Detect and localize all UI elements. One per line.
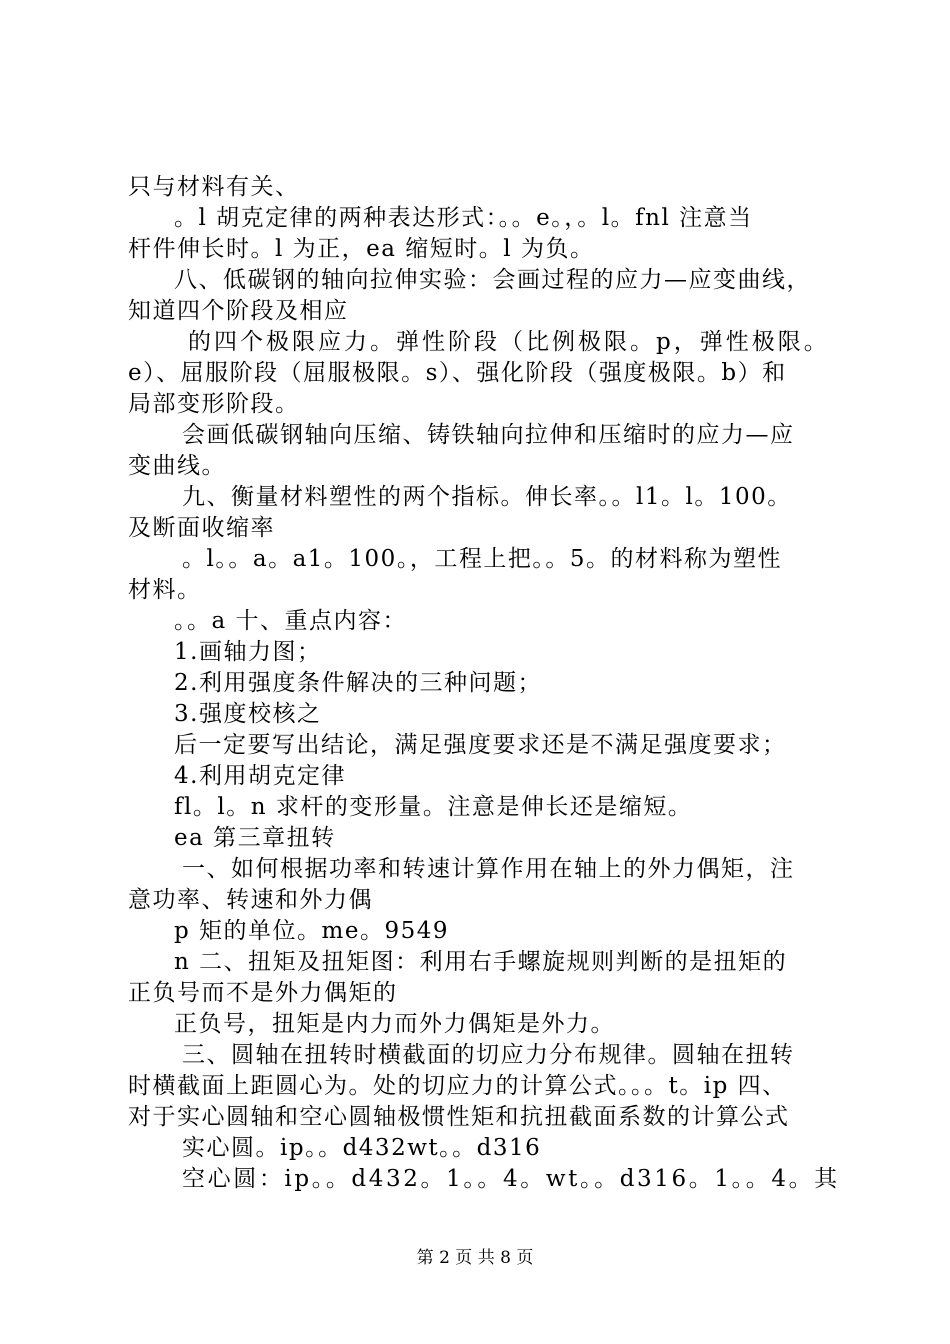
text-line: e）、屈服阶段（屈服极限。s）、强化阶段（强度极限。b）和 — [128, 360, 787, 386]
text-line: 对于实心圆轴和空心圆轴极惯性矩和抗扭截面系数的计算公式 — [128, 1104, 790, 1130]
text-line: 实心圆。ip。。d432wt。。d316 — [182, 1135, 542, 1161]
text-line: 的四个极限应力。弹性阶段（比例极限。p，弹性极限。 — [188, 329, 830, 355]
text-line: 后一定要写出结论，满足强度要求还是不满足强度要求； — [174, 732, 787, 758]
text-line: 材料。 — [128, 577, 202, 603]
text-line: 。。a 十、重点内容： — [174, 608, 408, 634]
text-line: 及断面收缩率 — [128, 515, 275, 541]
text-line: 4.利用胡克定律 — [174, 763, 346, 789]
text-line: 局部变形阶段。 — [128, 391, 300, 417]
text-line: 变曲线。 — [128, 453, 226, 479]
text-line: 只与材料有关、 — [128, 174, 300, 200]
text-line: n 二、扭矩及扭矩图：利用右手螺旋规则判断的是扭矩的 — [174, 949, 788, 975]
text-line: fl。l。n 求杆的变形量。注意是伸长还是缩短。 — [174, 794, 693, 820]
text-line: 正负号，扭矩是内力而外力偶矩是外力。 — [174, 1011, 615, 1037]
text-line: 1.画轴力图； — [174, 639, 322, 665]
text-line: 空心圆：ip。。d432。1。。4。wt。。d316。1。。4。其 — [182, 1166, 840, 1192]
text-line: 八、低碳钢的轴向拉伸实验：会画过程的应力—应变曲线， — [174, 267, 811, 293]
text-line: ea 第三章扭转 — [174, 825, 336, 851]
text-line: 九、衡量材料塑性的两个指标。伸长率。。l1。l。100。 — [182, 484, 792, 510]
text-line: 正负号而不是外力偶矩的 — [128, 980, 398, 1006]
text-line: 3.强度校核之 — [174, 701, 322, 727]
text-line: p 矩的单位。me。9549 — [174, 918, 449, 944]
text-line: 。l。。a。a1。100。，工程上把。。5。的材料称为塑性 — [182, 546, 782, 572]
body-text — [128, 172, 840, 1195]
text-line: 杆件伸长时。l 为正，ea 缩短时。l 为负。 — [128, 236, 595, 262]
text-line: 2.利用强度条件解决的三种问题； — [174, 670, 542, 696]
text-line: 知道四个阶段及相应 — [128, 298, 349, 324]
text-line: 会画低碳钢轴向压缩、铸铁轴向拉伸和压缩时的应力—应 — [182, 422, 795, 448]
text-line: 一、如何根据功率和转速计算作用在轴上的外力偶矩，注 — [182, 856, 795, 882]
text-line: 时横截面上距圆心为。处的切应力的计算公式。。。t。ip 四、 — [128, 1073, 787, 1099]
text-line: 意功率、转速和外力偶 — [128, 887, 373, 913]
page-footer: 第 2 页 共 8 页 — [416, 1248, 534, 1268]
text-line: 。l 胡克定律的两种表达形式：。。e。，。l。fnl 注意当 — [174, 205, 753, 231]
text-line: 三、圆轴在扭转时横截面的切应力分布规律。圆轴在扭转 — [182, 1042, 795, 1068]
